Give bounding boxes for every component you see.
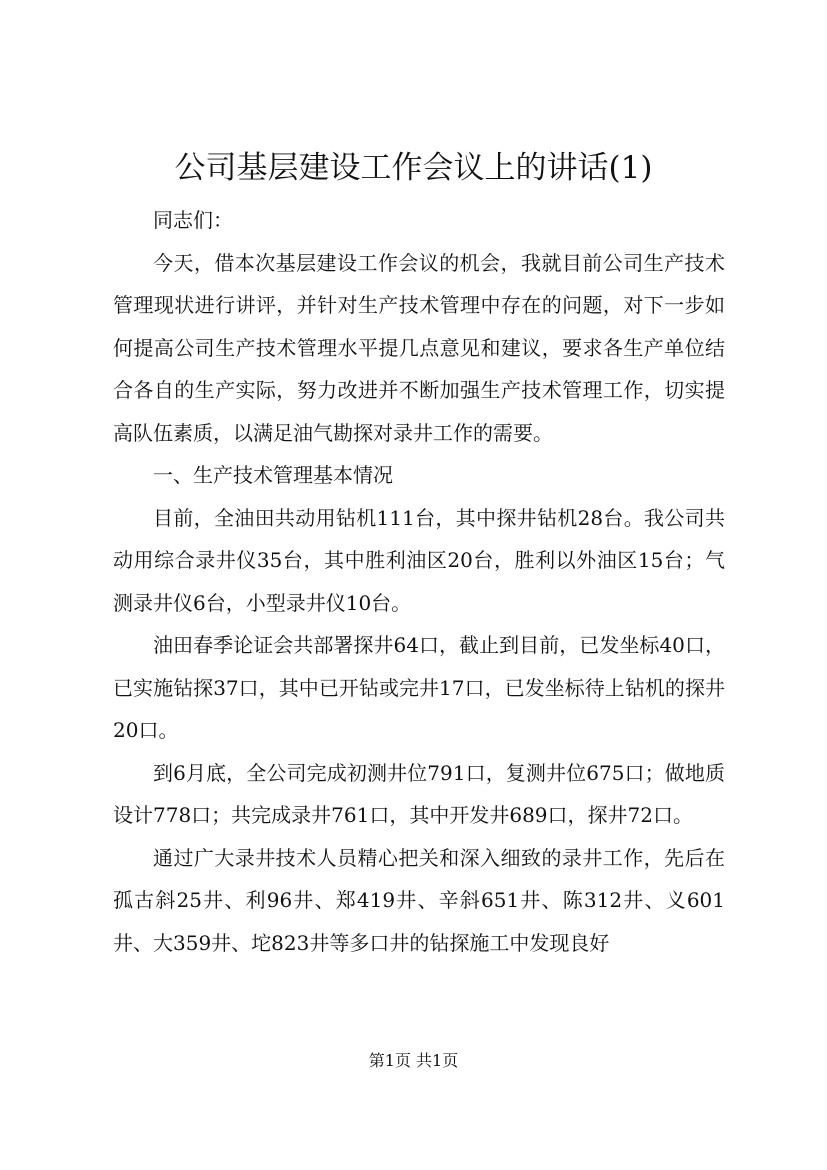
document-title: 公司基层建设工作会议上的讲话(1): [174, 150, 653, 186]
greeting-paragraph: 同志们：: [153, 208, 233, 232]
page-footer: 第1页 共1页: [368, 1051, 459, 1070]
body-paragraph: 目前，全油田共动用钻机111台，其中探井钻机28台。我公司共动用综合录井仪35台，其中胜利油区20台，胜利以外油区15台；气测录井仪6台，小型录井仪10台。: [113, 505, 725, 615]
body-paragraph: 到6月底，全公司完成初测井位791口，复测井位675口；做地质设计778口；共完成录井761口，其中开发井689口，探井72口。: [113, 760, 725, 827]
body-paragraph: 通过广大录井技术人员精心把关和深入细致的录井工作，先后在孤古斜25井、利96井、郑419井、辛斜651井、陈312井、义601井、大359井、坨823井等多口井的钻探施工中发现良好: [113, 845, 725, 955]
body-paragraph: 今天，借本次基层建设工作会议的机会，我就目前公司生产技术管理现状进行讲评，并针对生产技术管理中存在的问题，对下一步如何提高公司生产技术管理水平提几点意见和建议，要求各生产单位结合各自的生产实际，努力改进并不断加强生产技术管理工作，切实提高队伍素质，以满足油气勘探对录井工作的需要。: [113, 250, 725, 445]
body-paragraph: 油田春季论证会共部署探井64口，截止到目前，已发坐标40口，已实施钻探37口，其中已开钻或完井17口，已发坐标待上钻机的探井20口。: [113, 633, 725, 742]
section-heading: 一、生产技术管理基本情况: [153, 463, 393, 487]
document-body: [113, 199, 725, 964]
